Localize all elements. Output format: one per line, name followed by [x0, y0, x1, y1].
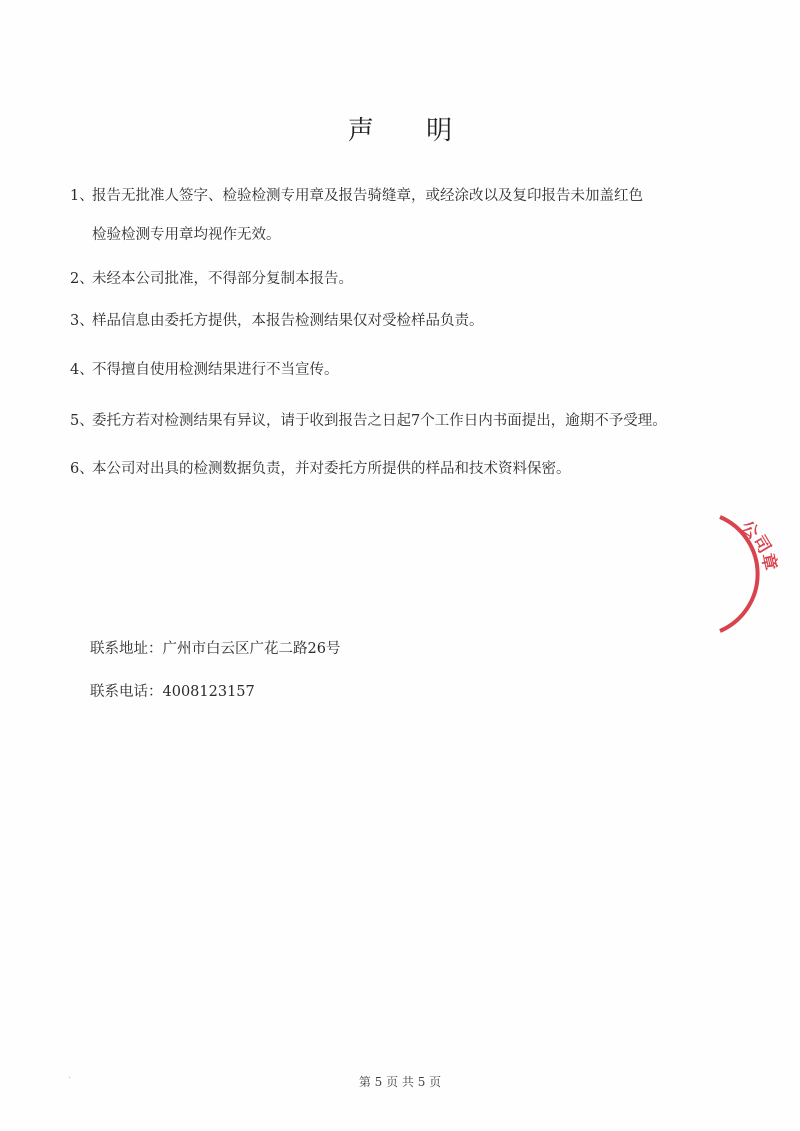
- clause-6: [70, 458, 571, 480]
- phone-value: 4008123157: [162, 684, 255, 700]
- seal-text: 公司章: [736, 517, 780, 573]
- address-value: 广州市白云区广花二路26号: [162, 641, 341, 657]
- clause-text: 不得擅自使用检测结果进行不当宣传。: [92, 362, 339, 378]
- address-label: 联系地址：: [90, 641, 163, 657]
- phone-label: 联系电话：: [90, 684, 163, 700]
- clause-number: 2、: [70, 271, 94, 287]
- clause-text: 报告无批准人签字、检验检测专用章及报告骑缝章，或经涂改以及复印报告未加盖红色: [92, 188, 643, 204]
- clause-4: [70, 359, 339, 381]
- contact-address: [90, 637, 340, 658]
- contact-phone: [90, 680, 255, 701]
- scan-speck: ·: [68, 1073, 72, 1084]
- clause-number: 1、: [70, 188, 94, 204]
- clause-number: 4、: [70, 362, 94, 378]
- clause-3: [70, 310, 484, 332]
- page-title: 声 明: [347, 116, 475, 146]
- clause-2: [70, 268, 353, 290]
- clause-text: 样品信息由委托方提供，本报告检测结果仅对受检样品负责。: [92, 313, 484, 329]
- clause-continuation: 检验检测专用章均视作无效。: [92, 227, 281, 243]
- clause-text: 委托方若对检测结果有异议，请于收到报告之日起7个工作日内书面提出，逾期不予受理。: [92, 413, 667, 429]
- clause-number: 5、: [70, 413, 94, 429]
- clause-text: 本公司对出具的检测数据负责，并对委托方所提供的样品和技术资料保密。: [92, 461, 571, 477]
- clause-number: 6、: [70, 461, 94, 477]
- page-footer: 第 5 页 共 5 页: [358, 1075, 442, 1089]
- clause-text: 未经本公司批准，不得部分复制本报告。: [92, 271, 353, 287]
- svg-text:公司章: [736, 517, 780, 572]
- clause-5: [70, 410, 667, 432]
- red-seal-stamp: [698, 505, 800, 640]
- clause-1: [70, 185, 643, 246]
- clause-number: 3、: [70, 313, 94, 329]
